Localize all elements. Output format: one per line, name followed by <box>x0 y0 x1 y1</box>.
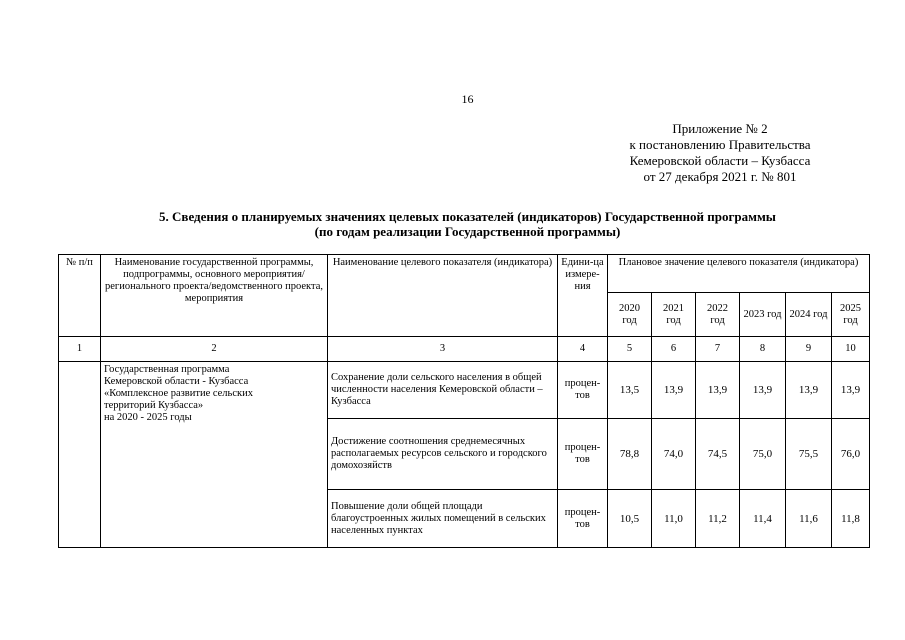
appendix-line: Приложение № 2 <box>672 121 768 136</box>
appendix-line: к постановлению Правительства <box>629 137 811 152</box>
appendix-block <box>570 121 870 185</box>
value-cell: 11,4 <box>740 490 786 548</box>
header-year: 2023 год <box>740 293 786 337</box>
column-number: 3 <box>328 337 558 362</box>
unit-cell: процен-тов <box>558 490 608 548</box>
unit-cell: процен-тов <box>558 419 608 490</box>
value-cell: 13,9 <box>786 362 832 419</box>
value-cell: 11,8 <box>832 490 870 548</box>
program-line: Государственная программа <box>104 364 230 375</box>
header-year: 2020 год <box>608 293 652 337</box>
value-cell: 11,0 <box>652 490 696 548</box>
column-number: 1 <box>59 337 101 362</box>
value-cell: 10,5 <box>608 490 652 548</box>
value-cell: 13,9 <box>740 362 786 419</box>
column-number: 2 <box>101 337 328 362</box>
header-plan: Плановое значение целевого показателя (индикатора) <box>608 255 870 293</box>
program-line: территорий Кузбасса» <box>104 400 204 411</box>
value-cell: 13,9 <box>696 362 740 419</box>
value-cell: 74,0 <box>652 419 696 490</box>
unit-cell: процен-тов <box>558 362 608 419</box>
header-year: 2021 год <box>652 293 696 337</box>
heading-line: (по годам реализации Государственной программы) <box>314 224 621 239</box>
heading-line: 5. Сведения о планируемых значениях целевых показателей (индикаторов) Государственной программы <box>159 209 776 224</box>
indicators-table <box>58 254 870 548</box>
appendix-line: Кемеровской области – Кузбасса <box>629 153 811 168</box>
column-number: 6 <box>652 337 696 362</box>
program-line: Кемеровской области - Кузбасса <box>104 376 249 387</box>
table-row <box>59 362 870 419</box>
appendix-line: от 27 декабря 2021 г. № 801 <box>643 169 797 184</box>
column-number: 7 <box>696 337 740 362</box>
indicator-name: Сохранение доли сельского населения в общей численности населения Кемеровской области – Кузбасса <box>328 362 558 419</box>
value-cell: 13,9 <box>652 362 696 419</box>
column-number: 9 <box>786 337 832 362</box>
value-cell: 75,5 <box>786 419 832 490</box>
header-year: 2025 год <box>832 293 870 337</box>
page-number: 16 <box>461 92 474 106</box>
program-line: на 2020 - 2025 годы <box>104 412 192 423</box>
header-num: № п/п <box>59 255 101 337</box>
header-year: 2022 год <box>696 293 740 337</box>
value-cell: 11,2 <box>696 490 740 548</box>
column-number: 8 <box>740 337 786 362</box>
value-cell: 13,9 <box>832 362 870 419</box>
program-name-cell <box>101 362 328 548</box>
value-cell: 76,0 <box>832 419 870 490</box>
program-line: «Комплексное развитие сельских <box>104 388 253 399</box>
header-row <box>59 255 870 293</box>
value-cell: 75,0 <box>740 419 786 490</box>
indicator-name: Достижение соотношения среднемесячных располагаемых ресурсов сельского и городского домохозяйств <box>328 419 558 490</box>
column-number: 5 <box>608 337 652 362</box>
header-year: 2024 год <box>786 293 832 337</box>
header-indicator: Наименование целевого показателя (индикатора) <box>328 255 558 337</box>
column-number-row <box>59 337 870 362</box>
indicator-name: Повышение доли общей площади благоустроенных жилых помещений в сельских населенных пунктах <box>328 490 558 548</box>
section-heading <box>0 209 905 239</box>
row-number-cell <box>59 362 101 548</box>
header-program: Наименование государственной программы, подпрограммы, основного мероприятия/регионального проекта/ведомственного проекта, мероприятия <box>101 255 328 337</box>
value-cell: 74,5 <box>696 419 740 490</box>
header-unit: Едини-ца измере-ния <box>558 255 608 337</box>
value-cell: 11,6 <box>786 490 832 548</box>
value-cell: 13,5 <box>608 362 652 419</box>
value-cell: 78,8 <box>608 419 652 490</box>
column-number: 10 <box>832 337 870 362</box>
column-number: 4 <box>558 337 608 362</box>
